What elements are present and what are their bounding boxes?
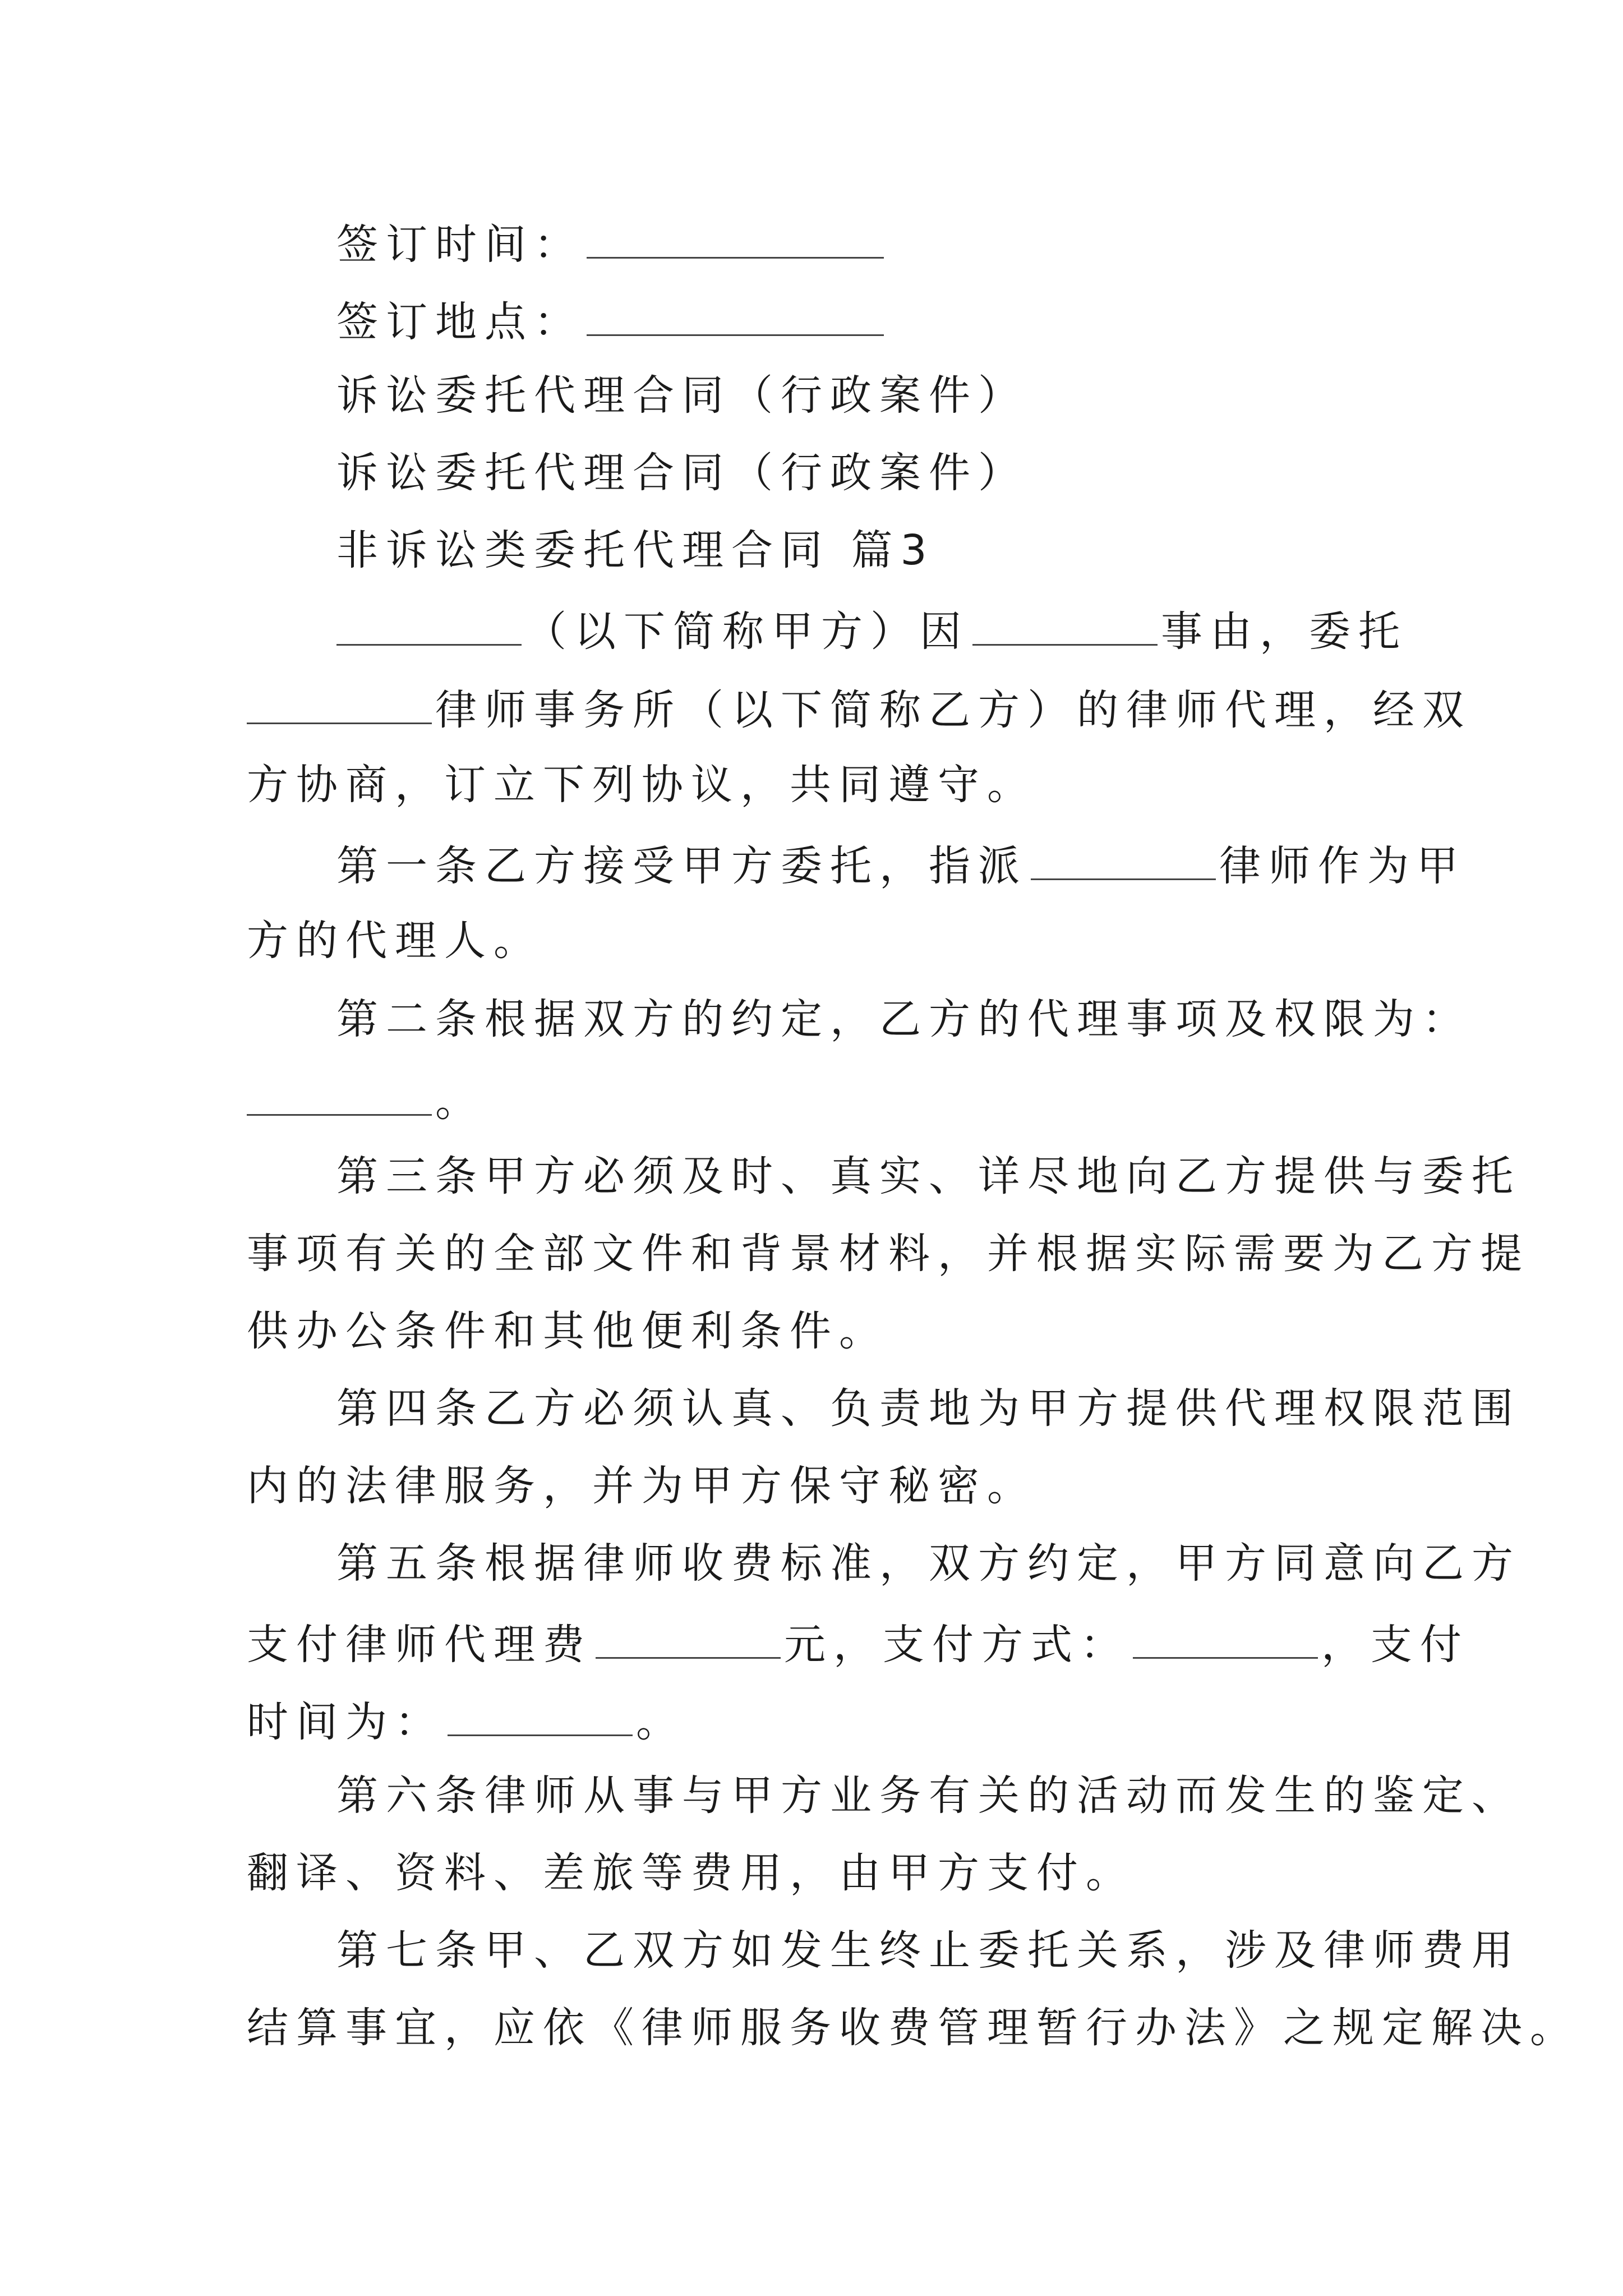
intro-line-3: 方协商，订立下列协议，共同遵守。 bbox=[247, 761, 1036, 809]
article-5-line-2 bbox=[247, 1620, 1469, 1669]
article-3-line-1: 第三条甲方必须及时、真实、详尽地向乙方提供与委托 bbox=[336, 1152, 1521, 1200]
authority-blank bbox=[247, 1077, 432, 1116]
intro-text-1a: （以下简称甲方）因 bbox=[525, 608, 969, 656]
article-2-line-1: 第二条根据双方的约定，乙方的代理事项及权限为： bbox=[336, 995, 1472, 1043]
article-1-line-1 bbox=[336, 841, 1466, 890]
article-5-line-1: 第五条根据律师收费标准，双方约定，甲方同意向乙方 bbox=[336, 1539, 1521, 1588]
article-5-text-c: ，支付 bbox=[1321, 1621, 1469, 1669]
article-3-line-3: 供办公条件和其他便利条件。 bbox=[247, 1307, 888, 1355]
litigation-title-1: 诉讼委托代理合同（行政案件） bbox=[336, 371, 1027, 420]
article-6-line-2: 翻译、资料、差旅等费用，由甲方支付。 bbox=[247, 1849, 1135, 1897]
reason-blank bbox=[972, 607, 1158, 646]
intro-line-2 bbox=[247, 685, 1472, 734]
article-4-line-1: 第四条乙方必须认真、负责地为甲方提供代理权限范围 bbox=[336, 1384, 1521, 1433]
intro-text-1b: 事由，委托 bbox=[1161, 608, 1408, 656]
sign-place-label: 签订地点： bbox=[336, 298, 583, 346]
article-2-line-2 bbox=[247, 1077, 485, 1126]
article-5-text-a: 支付律师代理费 bbox=[247, 1621, 592, 1669]
intro-text-2: 律师事务所（以下简称乙方）的律师代理，经双 bbox=[435, 686, 1472, 734]
section-title: 非诉讼类委托代理合同 篇3 bbox=[336, 526, 935, 574]
article-1-text-b: 律师作为甲 bbox=[1219, 842, 1466, 890]
sign-time-blank bbox=[587, 220, 884, 259]
litigation-title-2: 诉讼委托代理合同（行政案件） bbox=[336, 449, 1027, 497]
lawyer-name-blank bbox=[1031, 841, 1216, 880]
sign-time-line bbox=[336, 220, 887, 269]
fee-amount-blank bbox=[596, 1620, 781, 1659]
article-1-text-a: 第一条乙方接受甲方委托，指派 bbox=[336, 842, 1027, 890]
law-firm-blank bbox=[247, 685, 432, 724]
sign-place-blank bbox=[587, 297, 884, 336]
article-7-line-2: 结算事宜，应依《律师服务收费管理暂行办法》之规定解决。 bbox=[247, 2004, 1579, 2052]
article-5-line-3 bbox=[247, 1697, 685, 1746]
article-2-end: 。 bbox=[435, 1078, 485, 1126]
party-a-blank bbox=[336, 607, 522, 646]
sign-time-label: 签订时间： bbox=[336, 220, 583, 269]
article-3-line-2: 事项有关的全部文件和背景材料，并根据实际需要为乙方提 bbox=[247, 1230, 1530, 1278]
payment-time-blank bbox=[448, 1697, 633, 1736]
article-5-end: 。 bbox=[636, 1698, 685, 1746]
article-7-line-1: 第七条甲、乙双方如发生终止委托关系，涉及律师费用 bbox=[336, 1926, 1521, 1975]
article-5-text-b: 元，支付方式： bbox=[784, 1621, 1129, 1669]
article-1-line-2: 方的代理人。 bbox=[247, 917, 543, 965]
article-6-line-1: 第六条律师从事与甲方业务有关的活动而发生的鉴定、 bbox=[336, 1772, 1521, 1820]
payment-method-blank bbox=[1133, 1620, 1318, 1659]
sign-place-line bbox=[336, 297, 887, 346]
article-4-line-2: 内的法律服务，并为甲方保守秘密。 bbox=[247, 1462, 1036, 1510]
intro-line-1 bbox=[336, 607, 1408, 656]
article-5-text-d: 时间为： bbox=[247, 1698, 444, 1746]
